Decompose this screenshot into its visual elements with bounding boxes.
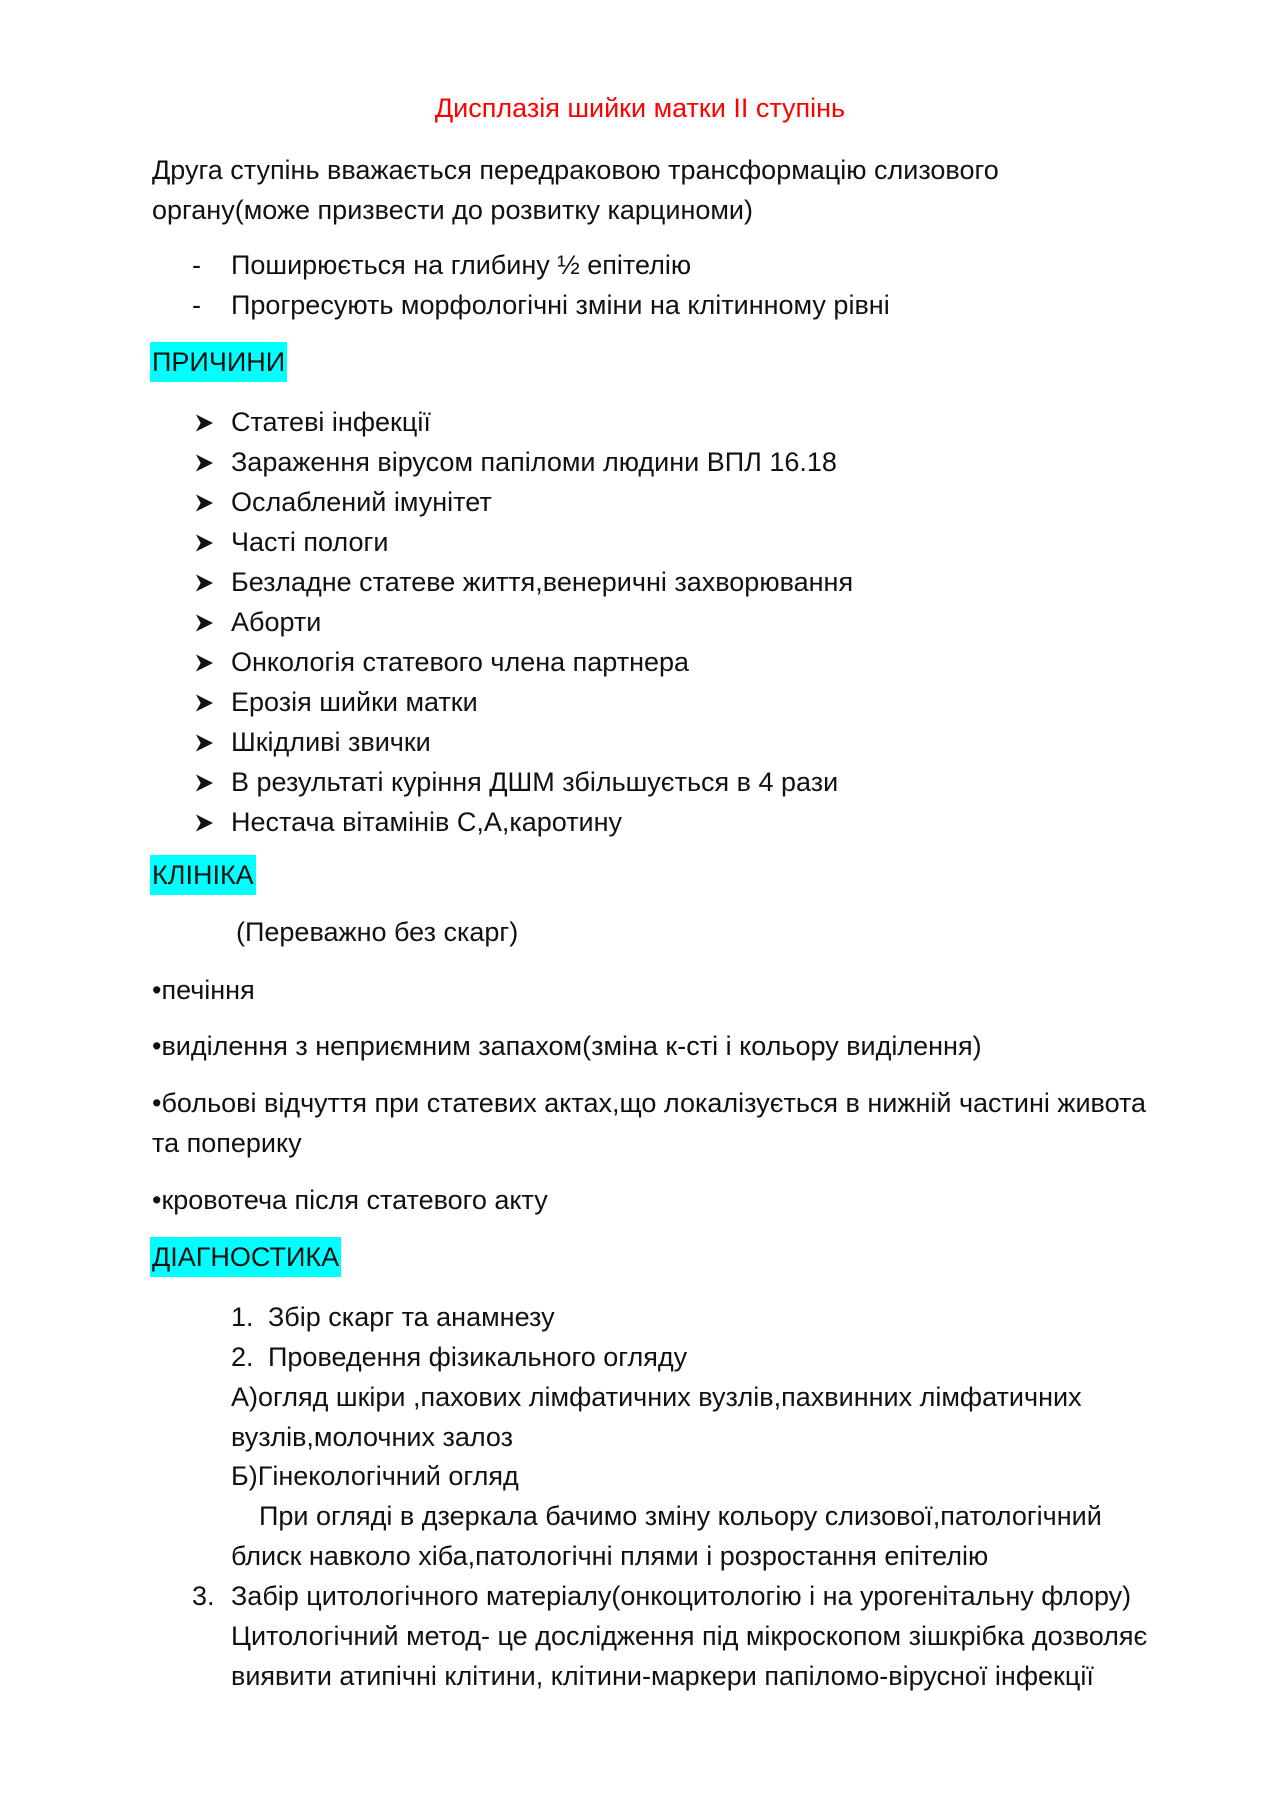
cause-item: Ослаблений імунітет bbox=[231, 487, 492, 517]
dash-bullet: - bbox=[192, 290, 201, 320]
cause-item: Безладне статеве життя,венеричні захворювання bbox=[231, 567, 854, 597]
clinic-symptom: •больові відчуття при статевих актах,що локалізується в нижній частині живота bbox=[152, 1088, 1147, 1118]
clinic-note: (Переважно без скарг) bbox=[236, 917, 519, 947]
arrow-bullet-icon bbox=[193, 693, 215, 713]
clinic-symptom: •виділення з неприємним запахом(зміна к-сті і кольору виділення) bbox=[152, 1031, 982, 1061]
diagnostics-subitem: А)огляд шкіри ,пахових лімфатичних вузлів,пахвинних лімфатичних bbox=[231, 1382, 1082, 1412]
clinic-symptom: •печіння bbox=[152, 975, 255, 1005]
arrow-bullet-icon bbox=[193, 533, 215, 553]
clinic-symptom: •кровотеча після статевого акту bbox=[152, 1185, 548, 1215]
intro-line-1: Друга ступінь вважається передраковою трансформацію слизового bbox=[152, 155, 999, 185]
cause-item: Статеві інфекції bbox=[231, 407, 431, 437]
diagnostics-paragraph-cont: виявити атипічні клітини, клітини-маркери папіломо-вірусної інфекції bbox=[231, 1661, 1094, 1691]
diagnostics-paragraph: Цитологічний метод- це дослідження під мікроскопом зішкрібка дозволяє bbox=[231, 1621, 1148, 1651]
intro-line-2: органу(може призвести до розвитку карциноми) bbox=[152, 195, 754, 225]
cause-item: Нестача вітамінів С,А,каротину bbox=[231, 807, 623, 837]
diagnostics-paragraph-cont: блиск навколо хіба,патологічні плями і розростання епітелію bbox=[231, 1541, 989, 1571]
arrow-bullet-icon bbox=[193, 613, 215, 633]
cause-item: В результаті куріння ДШМ збільшується в 4 рази bbox=[231, 767, 839, 797]
list-number: 2. bbox=[231, 1342, 254, 1372]
arrow-bullet-icon bbox=[193, 453, 215, 473]
clinic-symptom-cont: та поперику bbox=[152, 1128, 302, 1158]
dash-item: Поширюється на глибину ½ епітелію bbox=[231, 250, 692, 280]
diagnostics-subitem-cont: вузлів,молочних залоз bbox=[231, 1422, 513, 1452]
cause-item: Аборти bbox=[231, 607, 322, 637]
list-number: 1. bbox=[231, 1302, 254, 1332]
cause-item: Ерозія шийки матки bbox=[231, 687, 478, 717]
section-heading-clinic: КЛІНІКА bbox=[150, 855, 256, 895]
arrow-bullet-icon bbox=[193, 773, 215, 793]
section-heading-diagnostics: ДІАГНОСТИКА bbox=[150, 1237, 341, 1277]
diagnostics-item: Проведення фізикального огляду bbox=[268, 1342, 688, 1372]
list-number: 3. bbox=[192, 1581, 215, 1611]
cause-item: Шкідливі звички bbox=[231, 727, 431, 757]
dash-bullet: - bbox=[192, 250, 201, 280]
cause-item: Онкологія статевого члена партнера bbox=[231, 647, 690, 677]
page-title: Дисплазія шийки матки ІІ ступінь bbox=[434, 93, 846, 123]
diagnostics-item: Забір цитологічного матеріалу(онкоцитологію і на урогенітальну флору) bbox=[231, 1581, 1132, 1611]
diagnostics-subitem: Б)Гінекологічний огляд bbox=[231, 1461, 519, 1491]
arrow-bullet-icon bbox=[193, 493, 215, 513]
cause-item: Часті пологи bbox=[231, 527, 389, 557]
diagnostics-item: Збір скарг та анамнезу bbox=[268, 1302, 555, 1332]
diagnostics-paragraph: При огляді в дзеркала бачимо зміну кольору слизової,патологічний bbox=[259, 1501, 1102, 1531]
section-heading-causes: ПРИЧИНИ bbox=[150, 342, 287, 382]
arrow-bullet-icon bbox=[193, 413, 215, 433]
arrow-bullet-icon bbox=[193, 813, 215, 833]
arrow-bullet-icon bbox=[193, 653, 215, 673]
arrow-bullet-icon bbox=[193, 733, 215, 753]
cause-item: Зараження вірусом папіломи людини ВПЛ 16.18 bbox=[231, 447, 837, 477]
arrow-bullet-icon bbox=[193, 573, 215, 593]
dash-item: Прогресують морфологічні зміни на клітинному рівні bbox=[231, 290, 890, 320]
